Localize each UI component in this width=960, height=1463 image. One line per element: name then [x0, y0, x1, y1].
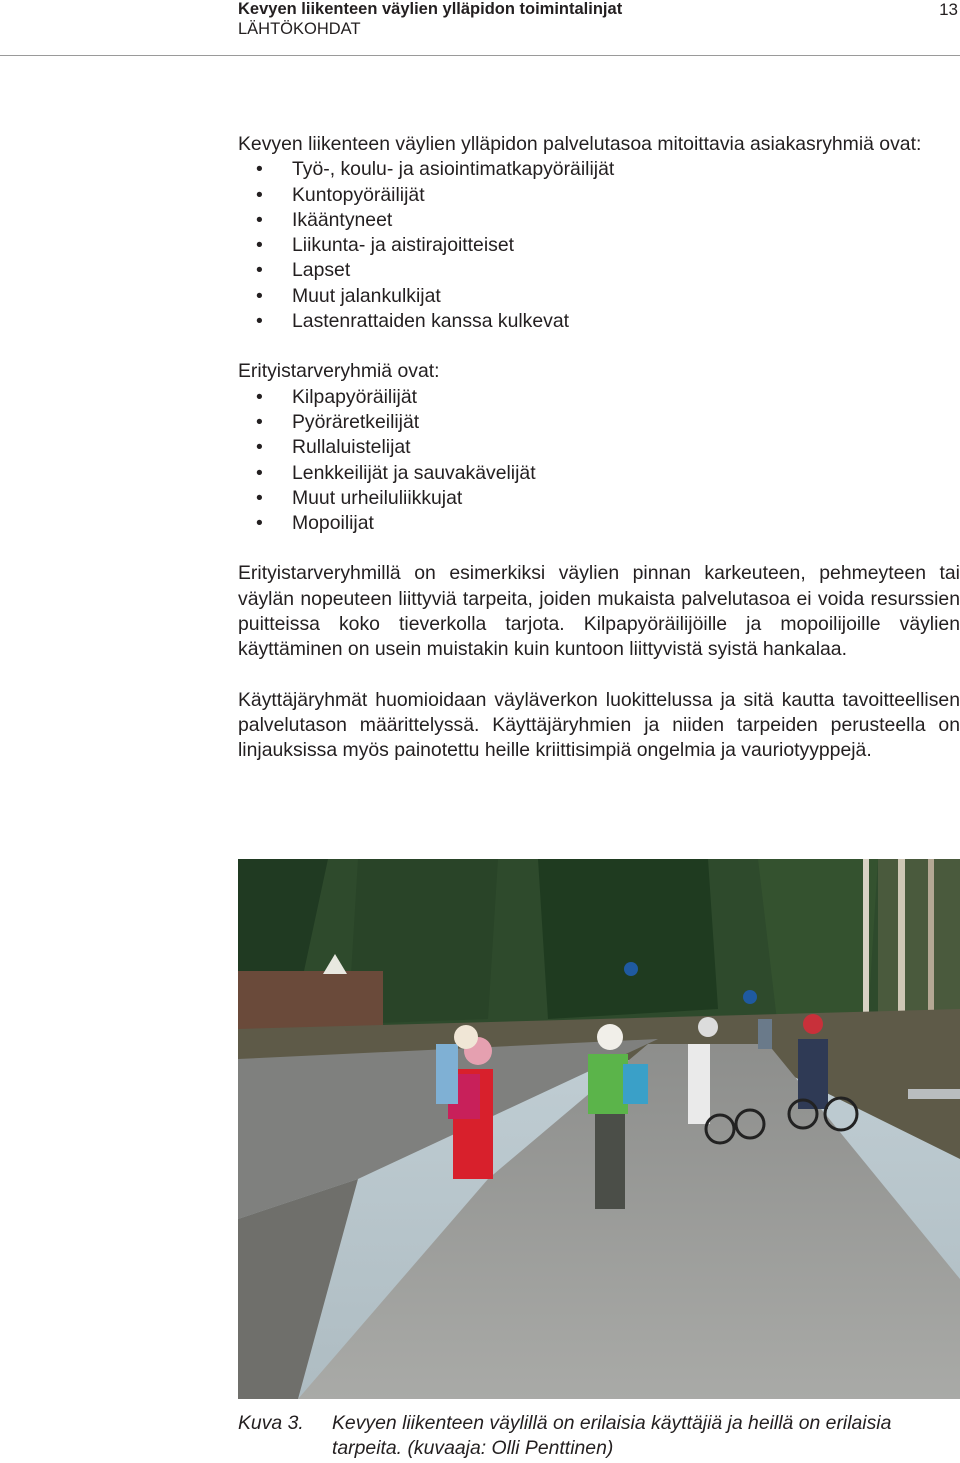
bullet: •: [256, 208, 263, 231]
special-groups-intro: Erityistarveryhmiä ovat:: [238, 360, 440, 383]
body-text: [238, 132, 960, 764]
bullet: •: [256, 284, 263, 307]
list-item: • Lastenrattaiden kanssa kulkevat: [238, 309, 960, 334]
list-item: • Pyöräretkeilijät: [238, 410, 960, 435]
customer-groups-list: [238, 157, 960, 334]
list-item: • Liikunta- ja aistirajoitteiset: [238, 233, 960, 258]
road-photo: [238, 859, 960, 1399]
section-label: LÄHTÖKOHDAT: [238, 20, 361, 38]
list-item: • Ikääntyneet: [238, 208, 960, 233]
figure-label: Kuva 3.: [238, 1412, 304, 1434]
paragraph-special-needs: Erityistarveryhmillä on esimerkiksi väylien pinnan karkeuteen, pehmeyteen tai väylän nopeuteen liittyviä tarpeita, joiden mukaista palvelutasoa ei voida resurssien puitteissa koko tieverkolla tarjota. Kilpapyöräilijöille ja mopoilijoille väylien käyttäminen on usein muistakin kuin kuntoon liittyvistä syistä hankalaa.: [238, 562, 960, 661]
intro-paragraph: Kevyen liikenteen väylien ylläpidon palvelutasoa mitoittavia asiakasryhmiä ovat:: [238, 133, 922, 155]
bullet: •: [256, 158, 263, 181]
bullet: •: [256, 259, 263, 282]
bullet: •: [256, 310, 263, 333]
list-item: • Lapset: [238, 258, 960, 283]
list-item: • Työ-, koulu- ja asiointimatkapyöräilijät: [238, 157, 960, 182]
figure-caption-text: Kevyen liikenteen väylillä on erilaisia käyttäjiä ja heillä on erilaisia tarpeita. (kuvaaja: Olli Penttinen): [332, 1412, 892, 1460]
bullet: •: [256, 512, 263, 535]
list-item: • Kuntopyöräilijät: [238, 183, 960, 208]
bullet: •: [256, 461, 263, 484]
bullet: •: [256, 486, 263, 509]
paragraph-user-groups: Käyttäjäryhmät huomioidaan väyläverkon luokittelussa ja sitä kautta tavoitteellisen palvelutason määrittelyssä. Käyttäjäryhmien ja niiden tarpeiden perusteella on linjauksissa myös painotettu heille kriittisimpiä ongelmia ja vauriotyyppejä.: [238, 688, 960, 762]
header-divider: [0, 55, 960, 56]
running-title: Kevyen liikenteen väylien ylläpidon toimintalinjat: [238, 0, 623, 18]
bullet: •: [256, 410, 263, 433]
page-number: 13: [939, 0, 958, 19]
bullet: •: [256, 234, 263, 257]
list-item: • Mopoilijat: [238, 511, 960, 536]
special-groups-list: [238, 385, 960, 537]
bullet: •: [256, 183, 263, 206]
list-item: • Rullaluistelijat: [238, 435, 960, 460]
list-item: • Muut urheiluliikkujat: [238, 486, 960, 511]
list-item: • Muut jalankulkijat: [238, 284, 960, 309]
list-item: • Kilpapyöräilijät: [238, 385, 960, 410]
list-item: • Lenkkeilijät ja sauvakävelijät: [238, 461, 960, 486]
bullet: •: [256, 436, 263, 459]
bullet: •: [256, 385, 263, 408]
